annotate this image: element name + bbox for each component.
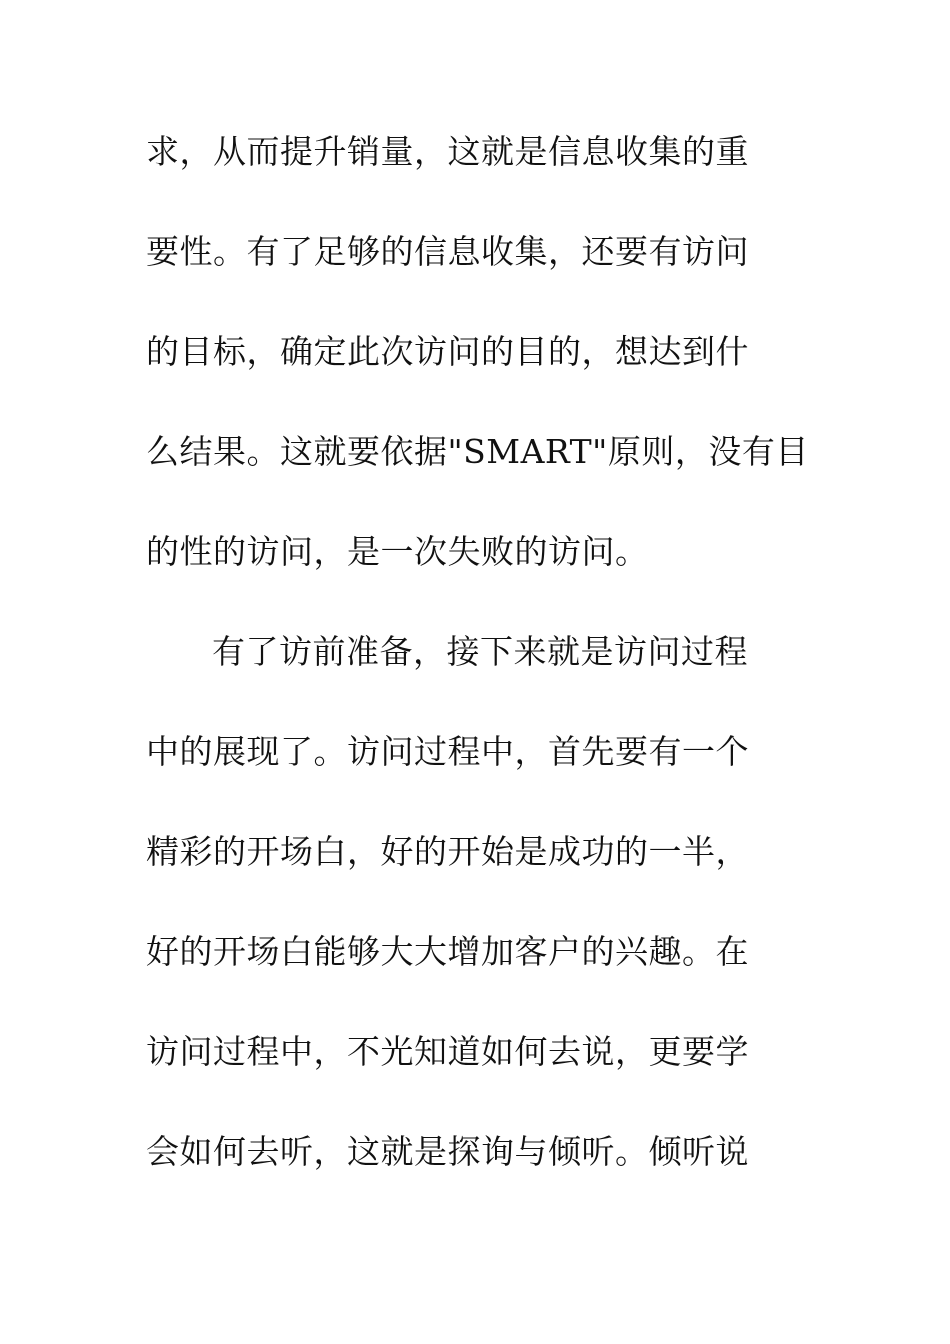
text-line: 会如何去听，这就是探询与倾听。倾听说 [146,1132,749,1171]
text-line: 精彩的开场白，好的开始是成功的一半， [146,832,749,871]
text-line: 的目标，确定此次访问的目的，想达到什 [146,332,749,371]
text-line: 访问过程中，不光知道如何去说，更要学 [146,1032,749,1071]
text-line: 么结果。这就要依据"SMART"原则，没有目 [146,432,809,471]
text-line: 中的展现了。访问过程中，首先要有一个 [146,732,749,771]
paragraph-start-line: 有了访前准备，接下来就是访问过程 [212,632,748,671]
text-line: 求，从而提升销量，这就是信息收集的重 [146,132,749,171]
text-line: 好的开场白能够大大增加客户的兴趣。在 [146,932,749,971]
text-line: 要性。有了足够的信息收集，还要有访问 [146,232,749,271]
text-line: 的性的访问，是一次失败的访问。 [146,532,649,571]
